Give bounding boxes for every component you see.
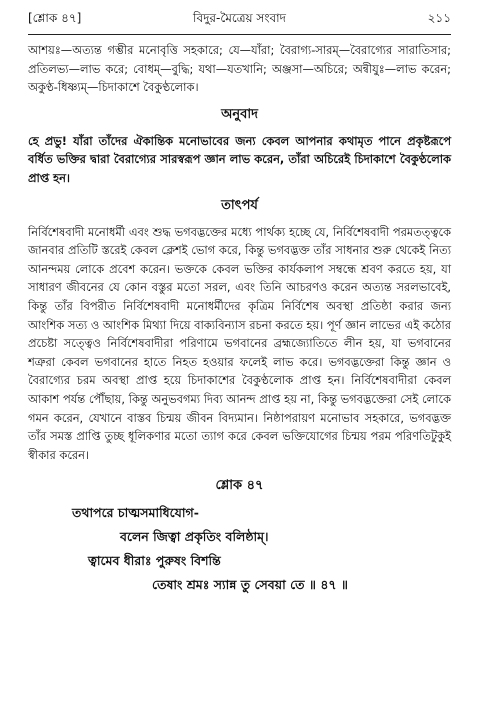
header-rule — [28, 34, 451, 35]
translation-text: হে প্রভু! যাঁরা তাঁদের ঐকান্তিক মনোভাবের জন্য কেবল আপনার কথামৃত পানে প্রকৃষ্টরূপে বর্ধিত ভক্তির দ্বারা বৈরাগ্যের সারস্বরূপ জ্ঞান লাভ করেন, তাঁরা অচিরেই চিদাকাশে বৈকুণ্ঠলোক প্রাপ্ত হন। — [28, 133, 451, 185]
page-number: ২১১ — [427, 11, 451, 25]
verse-line: ত্বামেব ধীরাঃ পুরুষং বিশন্তি — [88, 553, 221, 569]
next-verse-label: শ্লোক ৪৭ — [215, 478, 264, 494]
verse-line: তেষাং শ্রমঃ স্যান্ন তু সেবয়া তে ॥ ৪৭ ॥ — [152, 577, 348, 593]
verse-line: বলেন জিত্বা প্রকৃতিং বলিষ্ঠাম্। — [120, 529, 269, 545]
purport-text: নির্বিশেষবাদী মনোধর্মী এবং শুদ্ধ ভগবদ্ভক্তের মধ্যে পার্থক্য হচ্ছে যে, নির্বিশেষবাদী পরমতত্ত্বকে জানবার প্রতিটি স্তরেই কেবল ক্লেশই ভোগ করে, কিন্তু ভগবদ্ভক্ত তাঁর সাধনার শুরু থেকেই নিত্য আনন্দময় লোকে প্রবেশ করেন। ভক্তকে কেবল ভক্তির কার্যকলাপ সম্বন্ধে শ্রবণ করতে হয়, যা সাধারণ জীবনের যে কোন বস্তুর মতো সরল, এবং তিনি আচরণও করেন অত্যন্ত সরলভাবেই, কিন্তু তাঁর বিপরীত নির্বিশেষবাদী মনোধর্মীদের কৃত্রিম নির্বিশেষ অবস্থা প্রতিষ্ঠা করার জন্য আংশিক সত্য ও আংশিক মিথ্যা দিয়ে বাক্যবিন্যাস রচনা করতে হয়। পূর্ণ জ্ঞান লাভের এই কঠোর প্রচেষ্টা সত্ত্বেও নির্বিশেষবাদীরা পরিণামে ভগবানের ব্রহ্মজ্যোতিতে লীন হয়, যা ভগবানের শত্রুরা কেবল ভগবানের হাতে নিহত হওয়ার ফলেই লাভ করে। ভগবদ্ভক্তেরা কিন্তু জ্ঞান ও বৈরাগ্যের চরম অবস্থা প্রাপ্ত হয়ে চিদাকাশের বৈকুণ্ঠলোক প্রাপ্ত হন। নির্বিশেষবাদীরা কেবল আকাশ পর্যন্ত পৌঁছায়, কিন্তু অনুভবগম্য দিব্য আনন্দ প্রাপ্ত হয় না, কিন্তু ভগবদ্ভক্তেরা সেই লোকে গমন করেন, যেখানে বাস্তব চিন্ময় জীবন বিদ্যমান। নিষ্ঠাপরায়ণ মনোভাব সহকারে, ভগবদ্ভক্ত তাঁর সমস্ত প্রাপ্তি তুচ্ছ ধূলিকণার মতো ত্যাগ করে কেবল ভক্তিযোগের চিন্ময় পরম পরিণতিটুকুই স্বীকার করেন। — [28, 224, 451, 462]
synonyms-paragraph: আশয়ঃ—অত্যন্ত গম্ভীর মনোবৃত্তি সহকারে; যে—যাঁরা; বৈরাগ্য-সারম্—বৈরাগ্যের সারাতিসার; প্রতিলভ্য—লাভ করে; বোধম্—বুদ্ধি; যথা—যতখানি; অঞ্জসা—অচিরে; অন্বীযুঃ—লাভ করেন; অকুণ্ঠ-ধিষ্ণ্যম্—চিদাকাশে বৈকুণ্ঠলোক। — [28, 43, 451, 95]
translation-heading: অনুবাদ — [221, 106, 258, 122]
purport-heading: তাৎপর্য — [221, 197, 258, 213]
running-title: বিদুর-মৈত্রেয় সংবাদ — [193, 11, 286, 25]
verse-reference: [শ্লোক ৪৭] — [28, 11, 82, 25]
verse-line: তথাপরে চাত্মসমাধিযোগ- — [72, 505, 199, 521]
